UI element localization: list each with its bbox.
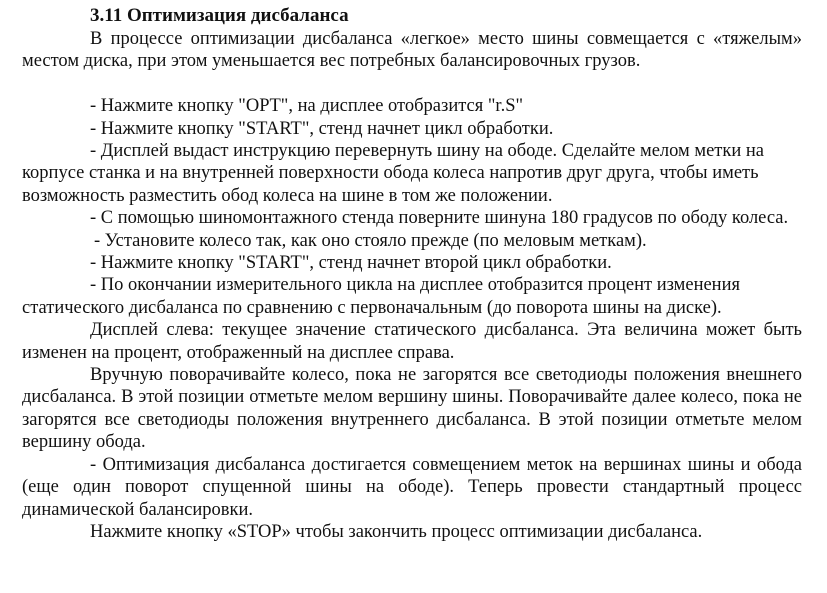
section-number: 3.11: [90, 5, 123, 26]
step-result-paragraph: - По окончании измерительного цикла на дисплее отобразится процент изменения статического дисбаланса по сравнению с первоначальным (до поворота шины на диске).: [22, 275, 740, 318]
manual-rotation-paragraph: Вручную поворачивайте колесо, пока не загорятся все светодиоды положения внешнего дисбаланса. В этой позиции отметьте мелом вершину шины. Поворачивайте далее колесо, пока не загорятся все светодиоды положения внутреннего дисбаланса. В этой позиции отметьте мелом вершину обода.: [22, 365, 802, 453]
step-rotate-tire-paragraph: - С помощью шиномонтажного стенда поверните шинуна 180 градусов по ободу колеса.: [90, 208, 789, 229]
step-start-paragraph: - Нажмите кнопку "START", стенд начнет цикл обработки.: [90, 118, 554, 139]
blank-line: [22, 73, 802, 95]
optimization-paragraph: - Оптимизация дисбаланса достигается совмещением меток на вершинах шины и обода (еще один поворот спущенной шины на ободе). Теперь провести стандартный процесс динамической балансировки.: [22, 454, 802, 520]
section-title: Оптимизация дисбаланса: [126, 5, 349, 26]
display-paragraph: Дисплей слева: текущее значение статического дисбаланса. Эта величина может быть изменен на процент, отображенный на дисплее справа.: [22, 320, 802, 363]
step-mount-wheel-paragraph: - Установите колесо так, как оно стояло прежде (по меловым меткам).: [94, 230, 647, 251]
section-heading: [90, 4, 802, 28]
intro-paragraph: В процессе оптимизации дисбаланса «легкое» место шины совмещается с «тяжелым» местом диска, при этом уменьшается вес потребных балансировочных грузов.: [22, 29, 802, 72]
step-second-start-paragraph: - Нажмите кнопку "START", стенд начнет второй цикл обработки.: [90, 253, 612, 274]
step-flip-tire-paragraph: - Дисплей выдаст инструкцию перевернуть шину на ободе. Сделайте мелом метки на корпусе станка и на внутренней поверхности обода колеса напротив друг друга, чтобы иметь возможность разместить обод колеса на шине в том же положении.: [22, 141, 765, 206]
step-opt-paragraph: - Нажмите кнопку "OPT", на дисплее отобразится "r.S": [90, 96, 524, 117]
stop-paragraph: Нажмите кнопку «STOP» чтобы закончить процесс оптимизации дисбаланса.: [90, 521, 703, 542]
